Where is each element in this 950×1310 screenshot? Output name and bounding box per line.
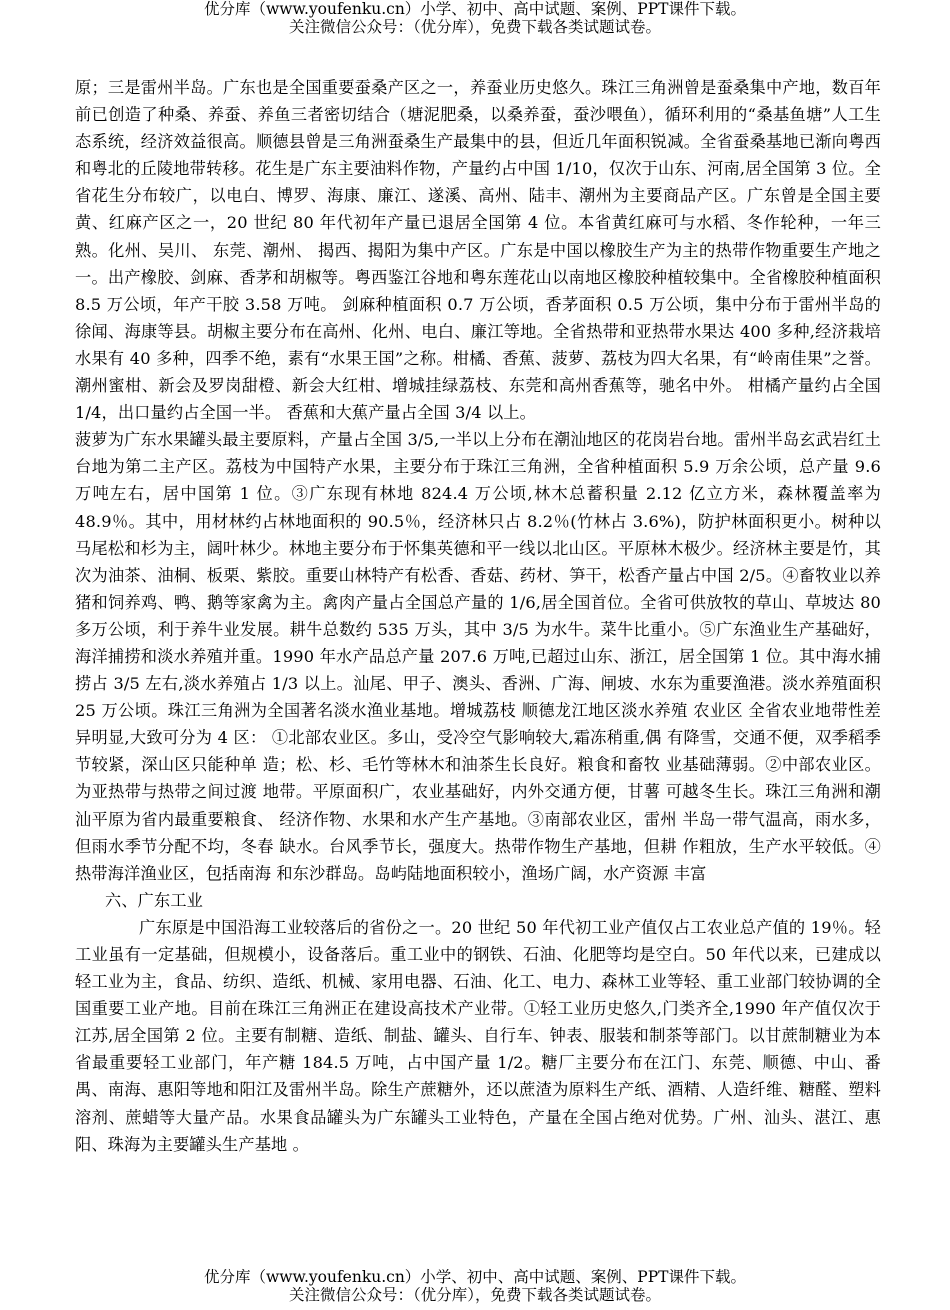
footer-line-2: 关注微信公众号：（优分库），免费下载各类试题试卷。 [288, 1286, 661, 1304]
paragraph-agriculture-2: 菠萝为广东水果罐头最主要原料，产量占全国 3/5,一半以上分布在潮汕地区的花岗岩台地。雷州半岛玄武岩红土台地为第二主产区。荔枝为中国特产水果，主要分布于珠江三角洲，全省种植面积 5.9 万余公顷，总产量 9.6 万吨左右，居中国第 1 位。③广东现有林地 824.4 万公顷,林木总蓄积量 2.12 亿立方米，森林覆盖率为 48.9％。其中，用材林约占林地面积的 90.5％，经济林只占 8.2％(竹林占 3.6%)，防护林面积更小。树种以马尾松和杉为主，阔叶林少。林地主要分布于怀集英德和平一线以北山区。平原林木极少。经济林主要是竹，其次为油茶、油桐、板栗、紫胶。重要山林特产有松香、香菇、药材、笋干，松香产量占中国 2/5。④畜牧业以养猪和饲养鸡、鸭、鹅等家禽为主。禽肉产量占全国总产量的 1/6,居全国首位。全省可供放牧的草山、草坡达 80 多万公顷，利于养牛业发展。耕牛总数约 535 万头，其中 3/5 为水牛。菜牛比重小。⑤广东渔业生产基础好，海洋捕捞和淡水养殖并重。1990 年水产品总产量 207.6 万吨,已超过山东、浙江，居全国第 1 位。其中海水捕捞占 3/5 左右,淡水养殖占 1/3 以上。汕尾、甲子、澳头、香洲、广海、闸坡、水东为重要渔港。淡水养殖面积 25 万公顷。珠江三角洲为全国著名淡水渔业基地。增城荔枝 顺德龙江地区淡水养殖 农业区 全省农业地带性差异明显,大致可分为 4 区： ①北部农业区。多山，受冷空气影响较大,霜冻稍重,偶 有降雪，交通不便，双季稻季节较紧，深山区只能种单 造；松、杉、毛竹等林木和油茶生长良好。粮食和畜牧 业基础薄弱。②中部农业区。为亚热带与热带之间过渡 地带。平原面积广，农业基础好，内外交通方便，甘薯 可越冬生长。珠江三角洲和潮汕平原为省内最重要粮食、 经济作物、水果和水产生产基地。③南部农业区，雷州 半岛一带气温高，雨水多，但雨水季节分配不均，冬春 缺水。台风季节长，强度大。热带作物生产基地，但耕 作粗放，生产水平较低。④热带海洋渔业区，包括南海 和东沙群岛。岛屿陆地面积较小，渔场广阔，水产资源 丰富 [75, 430, 881, 883]
header-line-2: 关注微信公众号：（优分库），免费下载各类试题试卷。 [288, 18, 661, 36]
section-heading: 六、广东工业 [105, 890, 204, 910]
paragraph-agriculture-1: 原；三是雷州半岛。广东也是全国重要蚕桑产区之一，养蚕业历史悠久。珠江三角洲曾是蚕桑集中产地，数百年前已创造了种桑、养蚕、养鱼三者密切结合（塘泥肥桑，以桑养蚕，蚕沙喂鱼），循环利用的“桑基鱼塘”人工生态系统，经济效益很高。顺德县曾是三角洲蚕桑生产最集中的县，但近几年面积锐减。全省蚕桑基地已渐向粤西和粤北的丘陵地带转移。花生是广东主要油料作物，产量约占中国 1/10，仅次于山东、河南,居全国第 3 位。全省花生分布较广，以电白、博罗、海康、廉江、遂溪、高州、陆丰、潮州为主要商品产区。广东曾是全国主要黄、红麻产区之一，20 世纪 80 年代初年产量已退居全国第 4 位。本省黄红麻可与水稻、冬作轮种，一年三熟。化州、吴川、 东莞、潮州、 揭西、揭阳为集中产区。广东是中国以橡胶生产为主的热带作物重要生产地之一。出产橡胶、剑麻、香茅和胡椒等。粤西鉴江谷地和粤东莲花山以南地区橡胶种植较集中。全省橡胶种植面积 8.5 万公顷，年产干胶 3.58 万吨。 剑麻种植面积 0.7 万公顷，香茅面积 0.5 万公顷，集中分布于雷州半岛的徐闻、海康等县。胡椒主要分布在高州、化州、电白、廉江等地。全省热带和亚热带水果达 400 多种,经济栽培水果有 40 多种，四季不绝，素有“水果王国”之称。柑橘、香蕉、菠萝、荔枝为四大名果，有“岭南佳果”之誉。潮州蜜柑、新会及罗岗甜橙、新会大红柑、增城挂绿荔枝、东莞和高州香蕉等，驰名中外。 柑橘产量约占全国 1/4，出口量约占全国一半。 香蕉和大蕉产量占全国 3/4 以上。 [75, 78, 881, 423]
page-header [0, 0, 950, 36]
paragraph-industry: 广东原是中国沿海工业较落后的省份之一。20 世纪 50 年代初工业产值仅占工农业总产值的 19％。轻工业虽有一定基础，但规模小，设备落后。重工业中的钢铁、石油、化肥等均是空白。50 年代以来，已建成以轻工业为主，食品、纺织、造纸、机械、家用电器、石油、化工、电力、森林工业等轻、重工业部门较协调的全国重要工业产地。目前在珠江三角洲正在建设高技术产业带。①轻工业历史悠久,门类齐全,1990 年产值仅次于江苏,居全国第 2 位。主要有制糖、造纸、制盐、罐头、自行车、钟表、服装和制茶等部门。以甘蔗制糖业为本省最重要轻工业部门，年产糖 184.5 万吨，占中国产量 1/2。糖厂主要分布在江门、东莞、顺德、中山、番禺、南海、惠阳等地和阳江及雷州半岛。除生产蔗糖外，还以蔗渣为原料生产纸、酒精、人造纤维、糖醛、塑料溶剂、蔗蜡等大量产品。水果食品罐头为广东罐头工业特色，产量在全国占绝对优势。广州、汕头、湛江、惠阳、珠海为主要罐头生产基地 。 [75, 917, 881, 1154]
footer-line-1: 优分库（www.youfenku.cn）小学、初中、高中试题、案例、PPT课件下载。 [203, 1268, 747, 1286]
page-footer [0, 1268, 950, 1304]
header-line-1: 优分库（www.youfenku.cn）小学、初中、高中试题、案例、PPT课件下载。 [203, 0, 747, 18]
document-body [75, 74, 881, 1158]
